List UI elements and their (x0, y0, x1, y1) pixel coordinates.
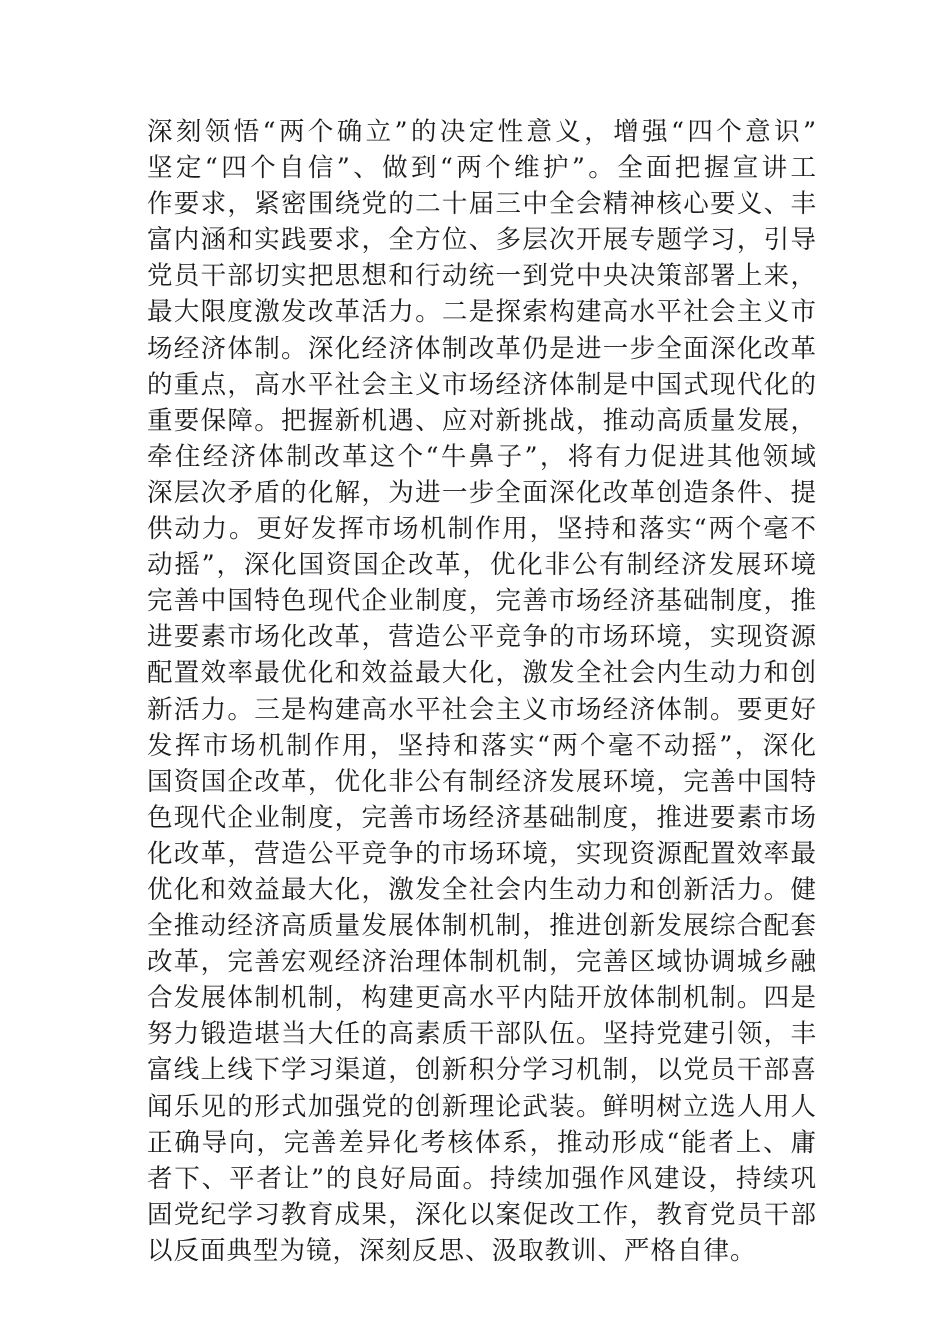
text-line: 进要素市场化改革，营造公平竞争的市场环境，实现资源 (147, 622, 817, 653)
text-line: 优化和效益最大化，激发全社会内生动力和创新活力。健 (147, 874, 817, 905)
text-line: 深刻领悟“两个确立”的决定性意义，增强“四个意识” (147, 117, 817, 147)
text-line: 最大限度激发改革活力。二是探索构建高水平社会主义市 (147, 297, 817, 328)
text-line: 化改革，营造公平竞争的市场环境，实现资源配置效率最 (147, 838, 817, 869)
text-line: 努力锻造堪当大任的高素质干部队伍。坚持党建引领，丰 (147, 1019, 817, 1050)
text-line: 重要保障。把握新机遇、应对新挑战，推动高质量发展， (147, 405, 817, 436)
text-line: 牵住经济体制改革这个“牛鼻子”，将有力促进其他领域 (147, 441, 817, 472)
text-line: 国资国企改革，优化非公有制经济发展环境，完善中国特 (147, 766, 817, 797)
text-line: 以反面典型为镜，深刻反思、汲取教训、严格自律。 (147, 1235, 757, 1266)
text-line: 新活力。三是构建高水平社会主义市场经济体制。要更好 (147, 694, 817, 725)
text-line: 深层次矛盾的化解，为进一步全面深化改革创造条件、提 (147, 477, 817, 508)
text-line: 作要求，紧密围绕党的二十届三中全会精神核心要义、丰 (147, 189, 817, 220)
text-line: 富内涵和实践要求，全方位、多层次开展专题学习，引导 (147, 225, 817, 256)
text-line: 的重点，高水平社会主义市场经济体制是中国式现代化的 (147, 369, 817, 400)
text-line: 富线上线下学习渠道，创新积分学习机制，以党员干部喜 (147, 1055, 817, 1086)
text-line: 色现代企业制度，完善市场经济基础制度，推进要素市场 (147, 802, 817, 833)
text-line: 发挥市场机制作用，坚持和落实“两个毫不动摇”，深化 (147, 730, 817, 761)
text-line: 党员干部切实把思想和行动统一到党中央决策部署上来， (147, 261, 817, 292)
text-line: 坚定“四个自信”、做到“两个维护”。全面把握宣讲工 (147, 153, 817, 184)
text-line: 供动力。更好发挥市场机制作用，坚持和落实“两个毫不 (147, 514, 817, 545)
text-line: 正确导向，完善差异化考核体系，推动形成“能者上、庸 (147, 1127, 817, 1158)
text-line: 固党纪学习教育成果，深化以案促改工作，教育党员干部 (147, 1199, 817, 1230)
text-line: 动摇”，深化国资国企改革，优化非公有制经济发展环境 (147, 550, 817, 581)
text-line: 配置效率最优化和效益最大化，激发全社会内生动力和创 (147, 658, 817, 689)
text-line: 全推动经济高质量发展体制机制，推进创新发展综合配套 (147, 911, 817, 942)
text-line: 合发展体制机制，构建更高水平内陆开放体制机制。四是 (147, 983, 817, 1014)
text-line: 完善中国特色现代企业制度，完善市场经济基础制度，推 (147, 586, 817, 617)
text-line: 者下、平者让”的良好局面。持续加强作风建设，持续巩 (147, 1163, 817, 1194)
text-line: 闻乐见的形式加强党的创新理论武装。鲜明树立选人用人 (147, 1091, 817, 1122)
body-paragraph (147, 114, 817, 1269)
text-line: 场经济体制。深化经济体制改革仍是进一步全面深化改革 (147, 333, 817, 364)
text-line: 改革，完善宏观经济治理体制机制，完善区域协调城乡融 (147, 947, 817, 978)
